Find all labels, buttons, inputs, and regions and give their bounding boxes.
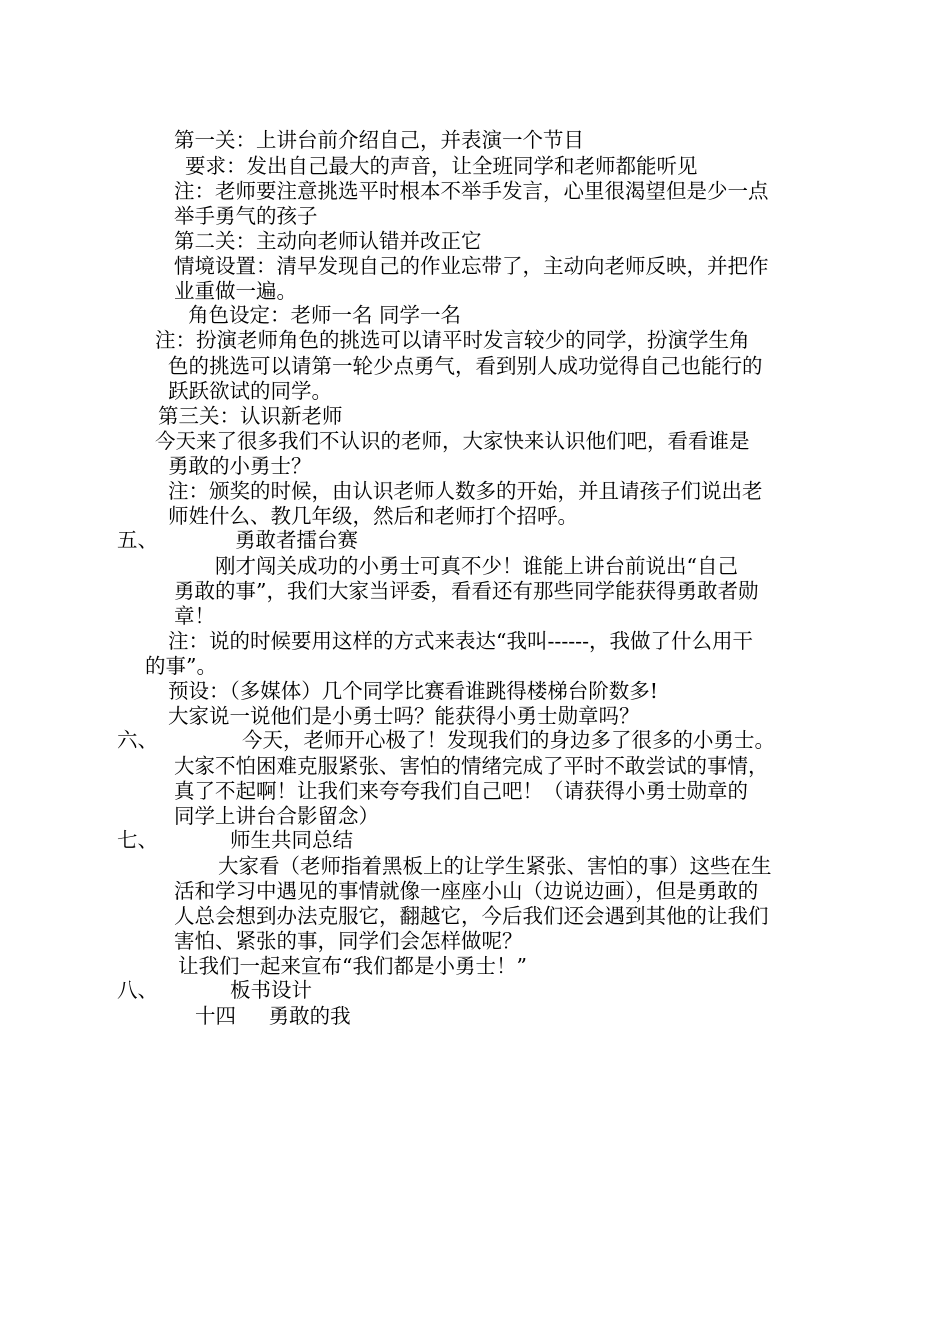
section-heading [117, 827, 417, 853]
section-heading [117, 977, 417, 1003]
section-title: 勇敢者擂台赛 [235, 528, 358, 552]
section-heading [117, 727, 197, 753]
text-line: 的事”。 [145, 654, 217, 678]
text-line: 第三关：认识新老师 [158, 404, 343, 428]
text-line: 情境设置：清早发现自己的作业忘带了，主动向老师反映，并把作 [174, 254, 769, 278]
text-line: 注：说的时候要用这样的方式来表达“我叫------，我做了什么用干 [168, 629, 754, 653]
section-title: 板书设计 [230, 978, 312, 1002]
section-number: 六、 [117, 728, 158, 752]
text-line: 注：扮演老师角色的挑选可以请平时发言较少的同学，扮演学生角 [155, 328, 750, 352]
section-number: 七、 [117, 828, 158, 852]
section-number: 八、 [117, 978, 158, 1002]
text-line: 章！ [174, 604, 215, 628]
text-line: 第二关：主动向老师认错并改正它 [174, 229, 482, 253]
text-line: 师姓什么、教几年级，然后和老师打个招呼。 [168, 504, 578, 528]
text-line: 要求：发出自己最大的声音，让全班同学和老师都能听见 [185, 154, 698, 178]
text-line: 大家看（老师指着黑板上的让学生紧张、害怕的事）这些在生 [218, 854, 772, 878]
text-line: 大家不怕困难克服紧张、害怕的情绪完成了平时不敢尝试的事情， [174, 754, 769, 778]
text-line: 今天，老师开心极了！发现我们的身边多了很多的小勇士。 [242, 728, 775, 752]
text-line: 害怕、紧张的事，同学们会怎样做呢？ [174, 929, 523, 953]
text-line: 举手勇气的孩子 [174, 204, 318, 228]
text-line: 勇敢的事”，我们大家当评委，看看还有那些同学能获得勇敢者勋 [174, 579, 759, 603]
text-line: 注：颁奖的时候，由认识老师人数多的开始，并且请孩子们说出老 [168, 479, 763, 503]
text-line: 人总会想到办法克服它，翻越它，今后我们还会遇到其他的让我们 [174, 904, 769, 928]
text-line: 第一关：上讲台前介绍自己，并表演一个节目 [174, 128, 584, 152]
text-line: 业重做一遍。 [174, 279, 297, 303]
text-line: 跃跃欲试的同学。 [168, 379, 332, 403]
board-design-title: 十四 勇敢的我 [195, 1004, 351, 1028]
text-line: 大家说一说他们是小勇士吗？能获得小勇士勋章吗？ [168, 704, 640, 728]
text-line: 预设：（多媒体）几个同学比赛看谁跳得楼梯台阶数多! [168, 679, 658, 703]
section-number: 五、 [117, 528, 158, 552]
text-line: 色的挑选可以请第一轮少点勇气，看到别人成功觉得自己也能行的 [168, 354, 763, 378]
text-line: 刚才闯关成功的小勇士可真不少！谁能上讲台前说出“自己 [215, 554, 738, 578]
text-line: 同学上讲台合影留念） [174, 804, 379, 828]
text-line: 勇敢的小勇士？ [168, 454, 312, 478]
text-line: 活和学习中遇见的事情就像一座座小山（边说边画），但是勇敢的 [174, 879, 759, 903]
text-line: 注：老师要注意挑选平时根本不举手发言，心里很渴望但是少一点 [174, 179, 769, 203]
text-line: 角色设定：老师一名 同学一名 [188, 303, 462, 327]
text-line: 让我们一起来宣布“我们都是小勇士！” [178, 954, 527, 978]
text-line: 真了不起啊！让我们来夸夸我们自己吧！（请获得小勇士勋章的 [174, 779, 748, 803]
section-title: 师生共同总结 [230, 828, 353, 852]
section-heading [117, 527, 417, 553]
text-line: 今天来了很多我们不认识的老师，大家快来认识他们吧，看看谁是 [155, 429, 750, 453]
